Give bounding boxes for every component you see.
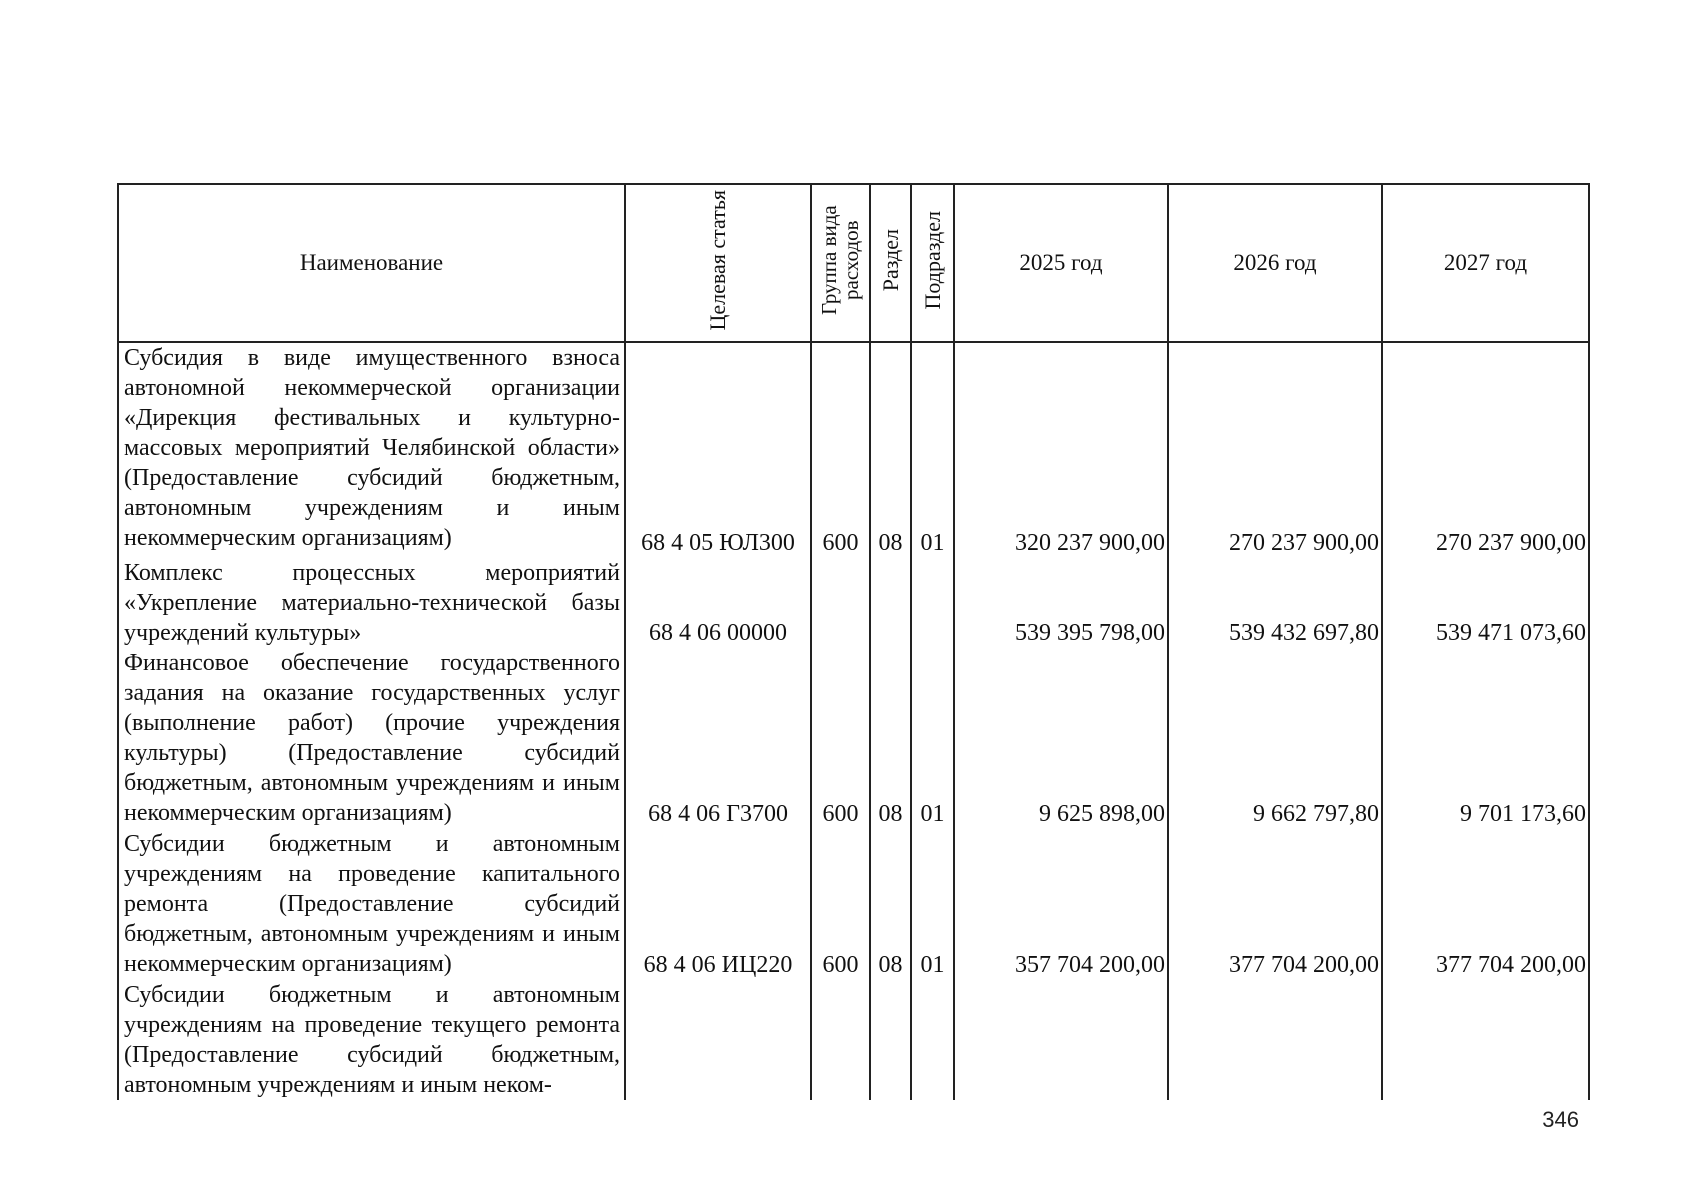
row-name: Субсидии бюджетным и автономным учреждениям на проведение текущего ремонта (Предоставление субсидий бюджетным, автономным учреждениям и иным неком- bbox=[118, 980, 625, 1100]
header-section: Раздел bbox=[870, 184, 911, 342]
row-expense-group: 600 bbox=[811, 648, 870, 829]
header-name: Наименование bbox=[118, 184, 625, 342]
row-section bbox=[870, 980, 911, 1100]
row-subsection: 01 bbox=[911, 648, 954, 829]
budget-table bbox=[117, 183, 1590, 1100]
row-expense-group bbox=[811, 980, 870, 1100]
row-amount-2027: 539 471 073,60 bbox=[1382, 558, 1589, 648]
row-amount-2027: 9 701 173,60 bbox=[1382, 648, 1589, 829]
row-amount-2026: 270 237 900,00 bbox=[1168, 342, 1382, 558]
row-amount-2026: 9 662 797,80 bbox=[1168, 648, 1382, 829]
row-section: 08 bbox=[870, 829, 911, 980]
row-name: Финансовое обеспечение государственного задания на оказание государственных услуг (выполнение работ) (прочие учреждения культуры) (Предоставление субсидий бюджетным, автономным учреждениям и иным некоммерческим организациям) bbox=[118, 648, 625, 829]
header-expense-group: Группа вида расходов bbox=[811, 184, 870, 342]
table-header bbox=[118, 184, 1589, 342]
row-section: 08 bbox=[870, 648, 911, 829]
row-amount-2026: 539 432 697,80 bbox=[1168, 558, 1382, 648]
table-row bbox=[118, 829, 1589, 980]
row-amount-2025 bbox=[954, 980, 1168, 1100]
row-name: Комплекс процессных мероприятий «Укрепление материально-технической базы учреждений культуры» bbox=[118, 558, 625, 648]
row-amount-2026 bbox=[1168, 980, 1382, 1100]
row-target-code bbox=[625, 980, 811, 1100]
row-name: Субсидии бюджетным и автономным учреждениям на проведение капитального ремонта (Предоставление субсидий бюджетным, автономным учреждениям и иным некоммерческим организациям) bbox=[118, 829, 625, 980]
row-target-code: 68 4 05 ЮЛ300 bbox=[625, 342, 811, 558]
table-row bbox=[118, 558, 1589, 648]
row-subsection bbox=[911, 980, 954, 1100]
row-amount-2025: 9 625 898,00 bbox=[954, 648, 1168, 829]
row-amount-2025: 539 395 798,00 bbox=[954, 558, 1168, 648]
page-number: 346 bbox=[1542, 1107, 1579, 1132]
header-2026: 2026 год bbox=[1168, 184, 1382, 342]
row-target-code: 68 4 06 Г3700 bbox=[625, 648, 811, 829]
row-target-code: 68 4 06 ИЦ220 bbox=[625, 829, 811, 980]
header-subsection: Подраздел bbox=[911, 184, 954, 342]
header-2025: 2025 год bbox=[954, 184, 1168, 342]
row-target-code: 68 4 06 00000 bbox=[625, 558, 811, 648]
row-subsection: 01 bbox=[911, 829, 954, 980]
row-expense-group: 600 bbox=[811, 342, 870, 558]
row-section bbox=[870, 558, 911, 648]
row-name: Субсидия в виде имущественного взноса автономной некоммерческой организации «Дирекция фестивальных и культурно-массовых мероприятий Челябинской области» (Предоставление субсидий бюджетным, автономным учреждениям и иным некоммерческим организациям) bbox=[118, 342, 625, 558]
row-subsection bbox=[911, 558, 954, 648]
row-amount-2027: 270 237 900,00 bbox=[1382, 342, 1589, 558]
table-row bbox=[118, 648, 1589, 829]
row-section: 08 bbox=[870, 342, 911, 558]
row-subsection: 01 bbox=[911, 342, 954, 558]
row-amount-2025: 320 237 900,00 bbox=[954, 342, 1168, 558]
row-expense-group: 600 bbox=[811, 829, 870, 980]
row-amount-2027 bbox=[1382, 980, 1589, 1100]
table-row bbox=[118, 980, 1589, 1100]
header-2027: 2027 год bbox=[1382, 184, 1589, 342]
row-amount-2025: 357 704 200,00 bbox=[954, 829, 1168, 980]
row-amount-2026: 377 704 200,00 bbox=[1168, 829, 1382, 980]
table-row bbox=[118, 342, 1589, 558]
row-expense-group bbox=[811, 558, 870, 648]
row-amount-2027: 377 704 200,00 bbox=[1382, 829, 1589, 980]
header-target-article: Целевая статья bbox=[625, 184, 811, 342]
